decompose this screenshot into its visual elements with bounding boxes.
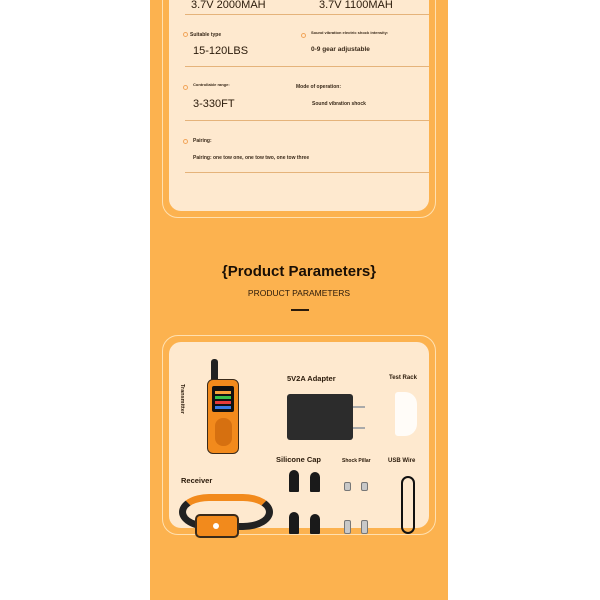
adapter-prong-icon [353,427,365,429]
battery-receiver-value: 3.7V 1100MAH [319,0,393,11]
title-underline [291,309,309,311]
specs-card-inner [169,0,429,211]
bullet-icon [183,32,188,37]
divider [185,14,429,15]
adapter-label: 5V2A Adapter [287,374,336,383]
divider [185,120,429,121]
dpad-icon [215,418,232,446]
test-rack-image [395,392,417,436]
range-label: Controllable range: [193,82,230,87]
silicone-cap-label: Silicone Cap [276,455,322,464]
intensity-label: Sound vibration electric shock intensity: [311,30,389,35]
specs-card [162,0,436,218]
section-subtitle: PRODUCT PARAMETERS [247,288,351,298]
bullet-icon [183,85,188,90]
transmitter-label: Transmitter [179,384,185,414]
section-title: {Product Parameters} [221,263,377,280]
package-card [162,335,436,535]
adapter-image [287,394,353,440]
bullet-icon [301,33,306,38]
divider [185,172,429,173]
intensity-value: 0-9 gear adjustable [311,46,370,53]
test-rack-label: Test Rack [389,375,417,381]
range-value: 3-330FT [193,98,235,110]
divider [185,66,429,67]
pairing-value: Pairing: one tow one, one tow two, one tow three [193,155,310,161]
usb-wire-image [401,476,415,534]
adapter-prong-icon [353,406,365,408]
receiver-label: Receiver [181,476,213,485]
usb-wire-label: USB Wire [388,458,416,464]
transmitter-image [207,359,239,454]
screen-icon [212,386,234,412]
package-card-inner [169,342,429,528]
pairing-label: Pairing: [193,138,212,144]
mode-value: Sound vibration shock [312,101,366,107]
receiver-box-icon [195,514,239,538]
shock-pillar-label: Shock Pillar [342,458,371,464]
suitable-type-value: 15-120LBS [193,45,249,57]
battery-transmitter-value: 3.7V 2000MAH [191,0,266,11]
suitable-type-label: Suitable type [190,32,222,38]
transmitter-body-icon [207,379,239,454]
mode-label: Mode of operation: [296,84,341,90]
bullet-icon [183,139,188,144]
